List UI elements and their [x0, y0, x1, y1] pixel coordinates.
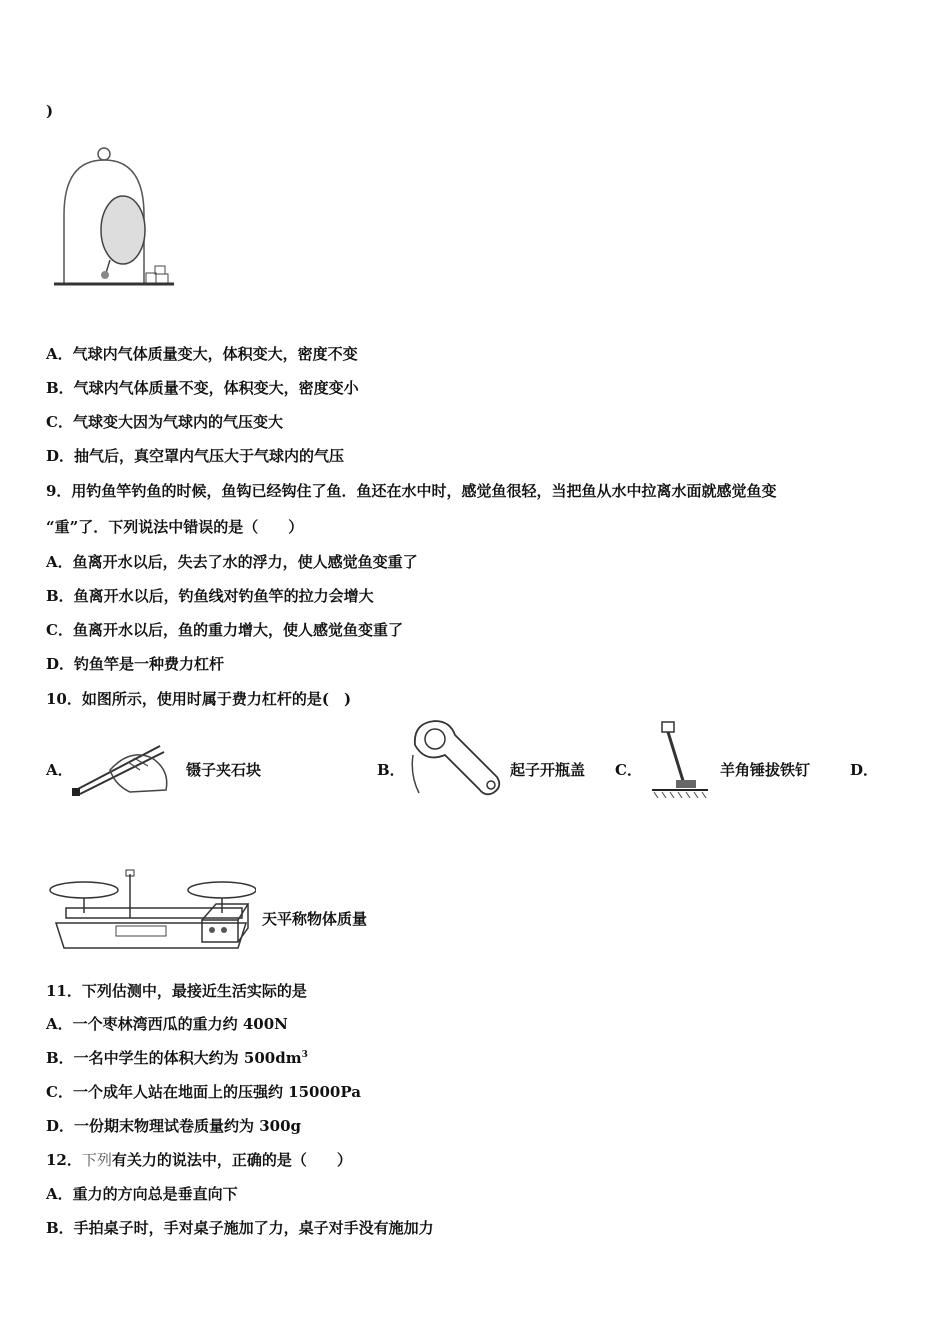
q10-stem: 10．如图所示，使用时属于费力杠杆的是( ) — [46, 690, 352, 708]
q10-choice-c-letter: C． — [615, 761, 642, 779]
q11-stem: 11．下列估测中，最接近生活实际的是 — [46, 982, 307, 1000]
q10-choice-a-caption: 镊子夹石块 — [186, 761, 262, 779]
q9-stem-line1: 9．用钓鱼竿钓鱼的时候，鱼钩已经钩住了鱼．鱼还在水中时，感觉鱼很轻，当把鱼从水中拉离水面就感觉鱼变 — [46, 482, 777, 500]
q10-choice-d-caption: 天平称物体质量 — [262, 910, 368, 928]
q8-option-b: B．气球内气体质量不变，体积变大，密度变小 — [46, 379, 359, 397]
question-tail: ) — [46, 102, 54, 120]
bottle-opener-icon — [405, 715, 505, 800]
q12-option-a: A．重力的方向总是垂直向下 — [46, 1185, 238, 1203]
q10-choice-a-letter: A． — [46, 761, 73, 779]
q11-option-c: C．一个成年人站在地面上的压强约 15000Pa — [46, 1083, 361, 1101]
q9-option-d: D．钓鱼竿是一种费力杠杆 — [46, 655, 225, 673]
q11-option-b-text: B．一名中学生的体积大约为 500dm — [46, 1049, 302, 1067]
q11-option-a: A．一个枣林湾西瓜的重力约 400N — [46, 1015, 288, 1033]
q10-choice-b-caption: 起子开瓶盖 — [510, 761, 586, 779]
q8-option-a: A．气球内气体质量变大，体积变大，密度不变 — [46, 345, 358, 363]
q11-option-d: D．一份期末物理试卷质量约为 300g — [46, 1117, 302, 1135]
q8-option-d: D．抽气后，真空罩内气压大于气球内的气压 — [46, 447, 345, 465]
q12-option-b: B．手拍桌子时，手对桌子施加了力，桌子对手没有施加力 — [46, 1219, 434, 1237]
claw-hammer-icon — [648, 718, 713, 800]
tweezers-icon — [70, 740, 175, 798]
q12-stem — [46, 1149, 352, 1170]
q11-option-b — [46, 1047, 308, 1068]
q10-choice-b-letter: B． — [377, 761, 405, 779]
q9-option-a: A．鱼离开水以后，失去了水的浮力，使人感觉鱼变重了 — [46, 553, 418, 571]
q12-stem-light: 下列 — [81, 1151, 112, 1169]
q9-option-b: B．鱼离开水以后，钓鱼线对钓鱼竿的拉力会增大 — [46, 587, 374, 605]
q9-option-c: C．鱼离开水以后，鱼的重力增大，使人感觉鱼变重了 — [46, 621, 403, 639]
q10-choice-c-caption: 羊角锤拔铁钉 — [720, 761, 811, 779]
q12-stem-rest: 有关力的说法中，正确的是（ ） — [111, 1151, 352, 1169]
weight-box-icon — [198, 898, 250, 946]
q10-choice-d-letter: D． — [850, 761, 879, 779]
q11-option-b-exponent: 3 — [301, 1050, 308, 1060]
q12-number: 12． — [46, 1151, 82, 1169]
q8-option-c: C．气球变大因为气球内的气压变大 — [46, 413, 283, 431]
bell-jar-figure — [50, 145, 180, 290]
q9-stem-line2: “重”了．下列说法中错误的是（ ） — [46, 518, 304, 536]
